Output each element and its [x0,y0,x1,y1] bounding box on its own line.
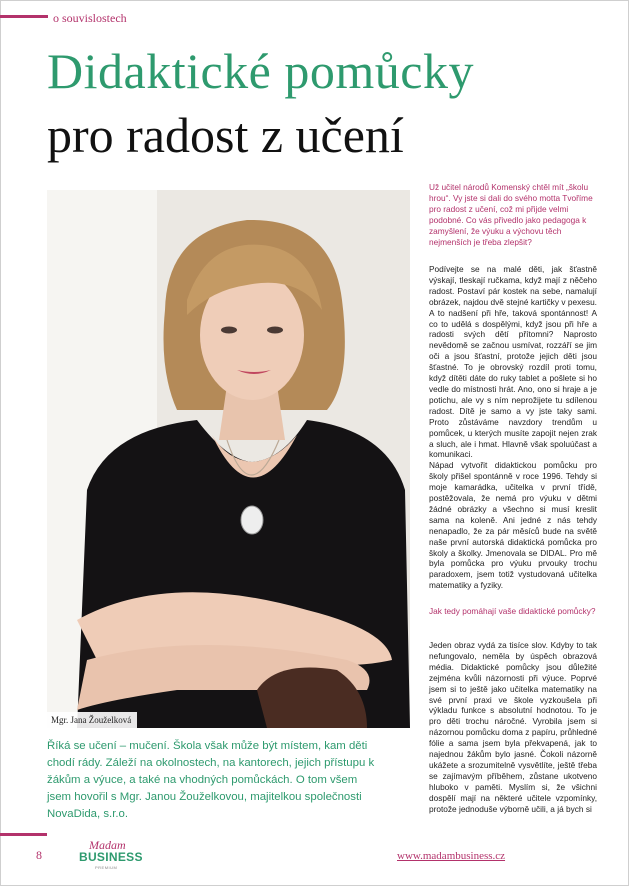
magazine-logo [79,838,141,874]
footer-bar [0,833,47,836]
website-link[interactable]: www.madambusiness.cz [397,850,506,862]
answer2-paragraph: Jeden obraz vydá za tisíce slov. Kdyby to tak nefungovalo, neměla by úspěch obrazová média. Didaktické pomůcky jsou důležité zejména kvůli názornosti při výuce. Poprvé jsem si to ještě jako učitelka matematiky na své první praxi ve škole vyzkoušela při výkladu funkce s absolutní hodnotou. To je pro děti trochu náročné. Vyrobila jsem si názornou pomůcku doma z papíru, průhledné fólie a sama jsem byla překvapená, jak to najednou žákům bylo jasné. Čokoli názorně ukážete a srozumitelně vysvětlíte, ještě třeba se zajímavým příběhem, zůstane ukotveno hluboko v paměti. Myslím si, že všichni dospělí mají na některé učitele vzpomínky, protože jednoduše výborně učili, a já bych si [429,640,597,814]
interview-question-2: Jak tedy pomáhají vaše didaktické pomůcky? [429,606,596,616]
section-rubric: o souvislostech [53,11,127,25]
article-title-line1: Didaktické pomůcky [47,43,474,99]
portrait-photo [47,190,410,728]
lead-paragraph: Říká se učení – mučení. Škola však může být místem, kam děti chodí rády. Záleží na okolnostech, na kantorech, jejich přístupu k žákům a výuce, a také na vhodných pomůckách. O tom všem jsem hovořil s Mgr. Janou Žouželkovou, majitelkou společnosti NovaDida, s.r.o. [47,740,375,820]
interview-answer-2 [429,640,597,815]
page-number: 8 [36,848,42,862]
logo-business-text: BUSINESS [79,850,143,864]
portrait-illustration [47,190,410,728]
interview-answer-1 [429,264,597,591]
logo-sub-text: PREMIUM [95,865,118,870]
photo-caption: Mgr. Jana Žouželková [47,712,137,728]
answer1-paragraph: Podívejte se na malé děti, jak šťastně výskají, tleskají ručkama, když mají z něčeho radost. Postaví pár kostek na sebe, namalují obrázek, najdou dvě stejné kartičky v pexesu. A to nadšení při hře, taková spontánnost! A co to udělá s dospělými, když jsou při hře a radosti svých dětí přítomni? Naprosto nevědomě se začnou usmívat, rozzáří se jim oči a jsou šťastní, protože jejich děti jsou šťastné. To je obrovský rozdíl proti tomu, když dítěti dáte do ruky tablet a pošlete si ho vedle do místnosti hrát. Ano, ono si hraje a je potichu, ale vy s ním neprožijete tu sdílenou radost. Dítě je samo a vy jste taky sami. Proto zůstáváme navzdory trendům u pomůcek, u kterých musíte zapojit nejen zrak a sluch, ale i hmat. Hlavně však spoluúčast a komunikaci. [429,264,597,460]
answer1-paragraph: Nápad vytvořit didaktickou pomůcku pro školy přišel spontánně v roce 1996. Tehdy si moje kamarádka, učitelka v první třídě, postěžovala, že nemá pro výuku v dětmi žádné obrázky a všechno si musí kreslit sama na koleně. Ani jedné z nás tehdy nenapadlo, že za pár měsíců bude na světě naše první autorská didaktická pomůcka pro školy a školky. Jmenovala se DIDAL. Pro mě byla pomůcka pro výuku prvouky trochu paradoxem, jsem totiž vystudovaná učitelka matematiky a fyziky. [429,460,597,591]
interview-question-1: Už učitel národů Komenský chtěl mít „školu hrou“. Vy jste si dali do svého motta Tvoříme pro radost z učení, což mi přijde velmi podobné. Co vás přivedlo jako pedagoga k zamyšlení, že výuku a výchovu těch nejmenších je třeba zlepšit? [429,182,593,247]
rubric-bar [0,15,48,18]
article-title-line2: pro radost z učení [47,107,404,163]
logo-madam-text: Madam [89,838,126,852]
